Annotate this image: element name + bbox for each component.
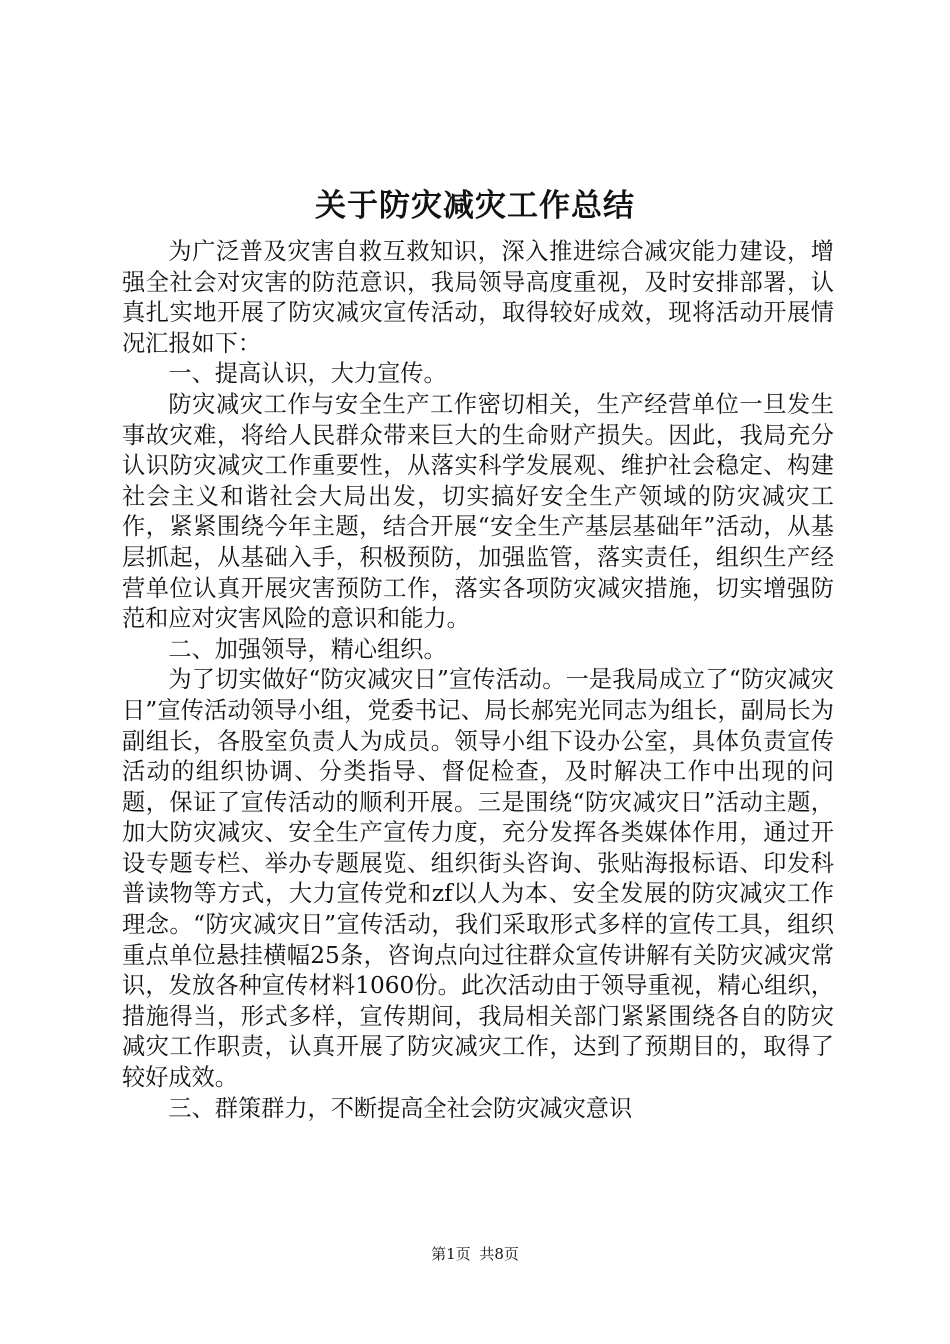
section-heading-1: 一、提高认识，大力宣传。: [168, 360, 447, 388]
document-body: [122, 237, 834, 1124]
document-title: 关于防灾减灾工作总结: [315, 188, 635, 224]
page-footer: [0, 1244, 950, 1264]
page-total: 共8页: [479, 1245, 519, 1263]
paragraph-section-2: 为了切实做好“防灾减灾日”宣传活动。一是我局成立了“防灾减灾日”宣传活动领导小组，党委书记、局长郝宪光同志为组长，副局长为副组长，各股室负责人为成员。领导小组下设办公室，具体负责宣传活动的组织协调、分类指导、督促检查，及时解决工作中出现的问题，保证了宣传活动的顺利开展。三是围绕“防灾减灾日”活动主题，加大防灾减灾、安全生产宣传力度，充分发挥各类媒体作用，通过开设专题专栏、举办专题展览、组织街头咨询、张贴海报标语、印发科普读物等方式，大力宣传党和zf以人为本、安全发展的防灾减灾工作理念。“防灾减灾日”宣传活动，我们采取形式多样的宣传工具，组织重点单位悬挂横幅25条，咨询点向过往群众宣传讲解有关防灾减灾常识，发放各种宣传材料1060份。此次活动由于领导重视，精心组织，措施得当，形式多样，宣传期间，我局相关部门紧紧围绕各自的防灾减灾工作职责，认真开展了防灾减灾工作，达到了预期目的，取得了较好成效。: [122, 666, 834, 1092]
page-number: 第1页: [431, 1245, 471, 1263]
section-heading-2: 二、加强领导，精心组织。: [168, 635, 447, 663]
section-heading-3: 三、群策群力，不断提高全社会防灾减灾意识: [168, 1094, 633, 1122]
paragraph-intro: 为广泛普及灾害自救互救知识，深入推进综合减灾能力建设，增强全社会对灾害的防范意识，我局领导高度重视，及时安排部署，认真扎实地开展了防灾减灾宣传活动，取得较好成效，现将活动开展情况汇报如下：: [122, 238, 834, 357]
paragraph-section-1: 防灾减灾工作与安全生产工作密切相关，生产经营单位一旦发生事故灾难，将给人民群众带来巨大的生命财产损失。因此，我局充分认识防灾减灾工作重要性，从落实科学发展观、维护社会稳定、构建社会主义和谐社会大局出发，切实搞好安全生产领域的防灾减灾工作，紧紧围绕今年主题，结合开展“安全生产基层基础年”活动，从基层抓起，从基础入手，积极预防，加强监管，落实责任，组织生产经营单位认真开展灾害预防工作，落实各项防灾减灾措施，切实增强防范和应对灾害风险的意识和能力。: [122, 390, 834, 633]
